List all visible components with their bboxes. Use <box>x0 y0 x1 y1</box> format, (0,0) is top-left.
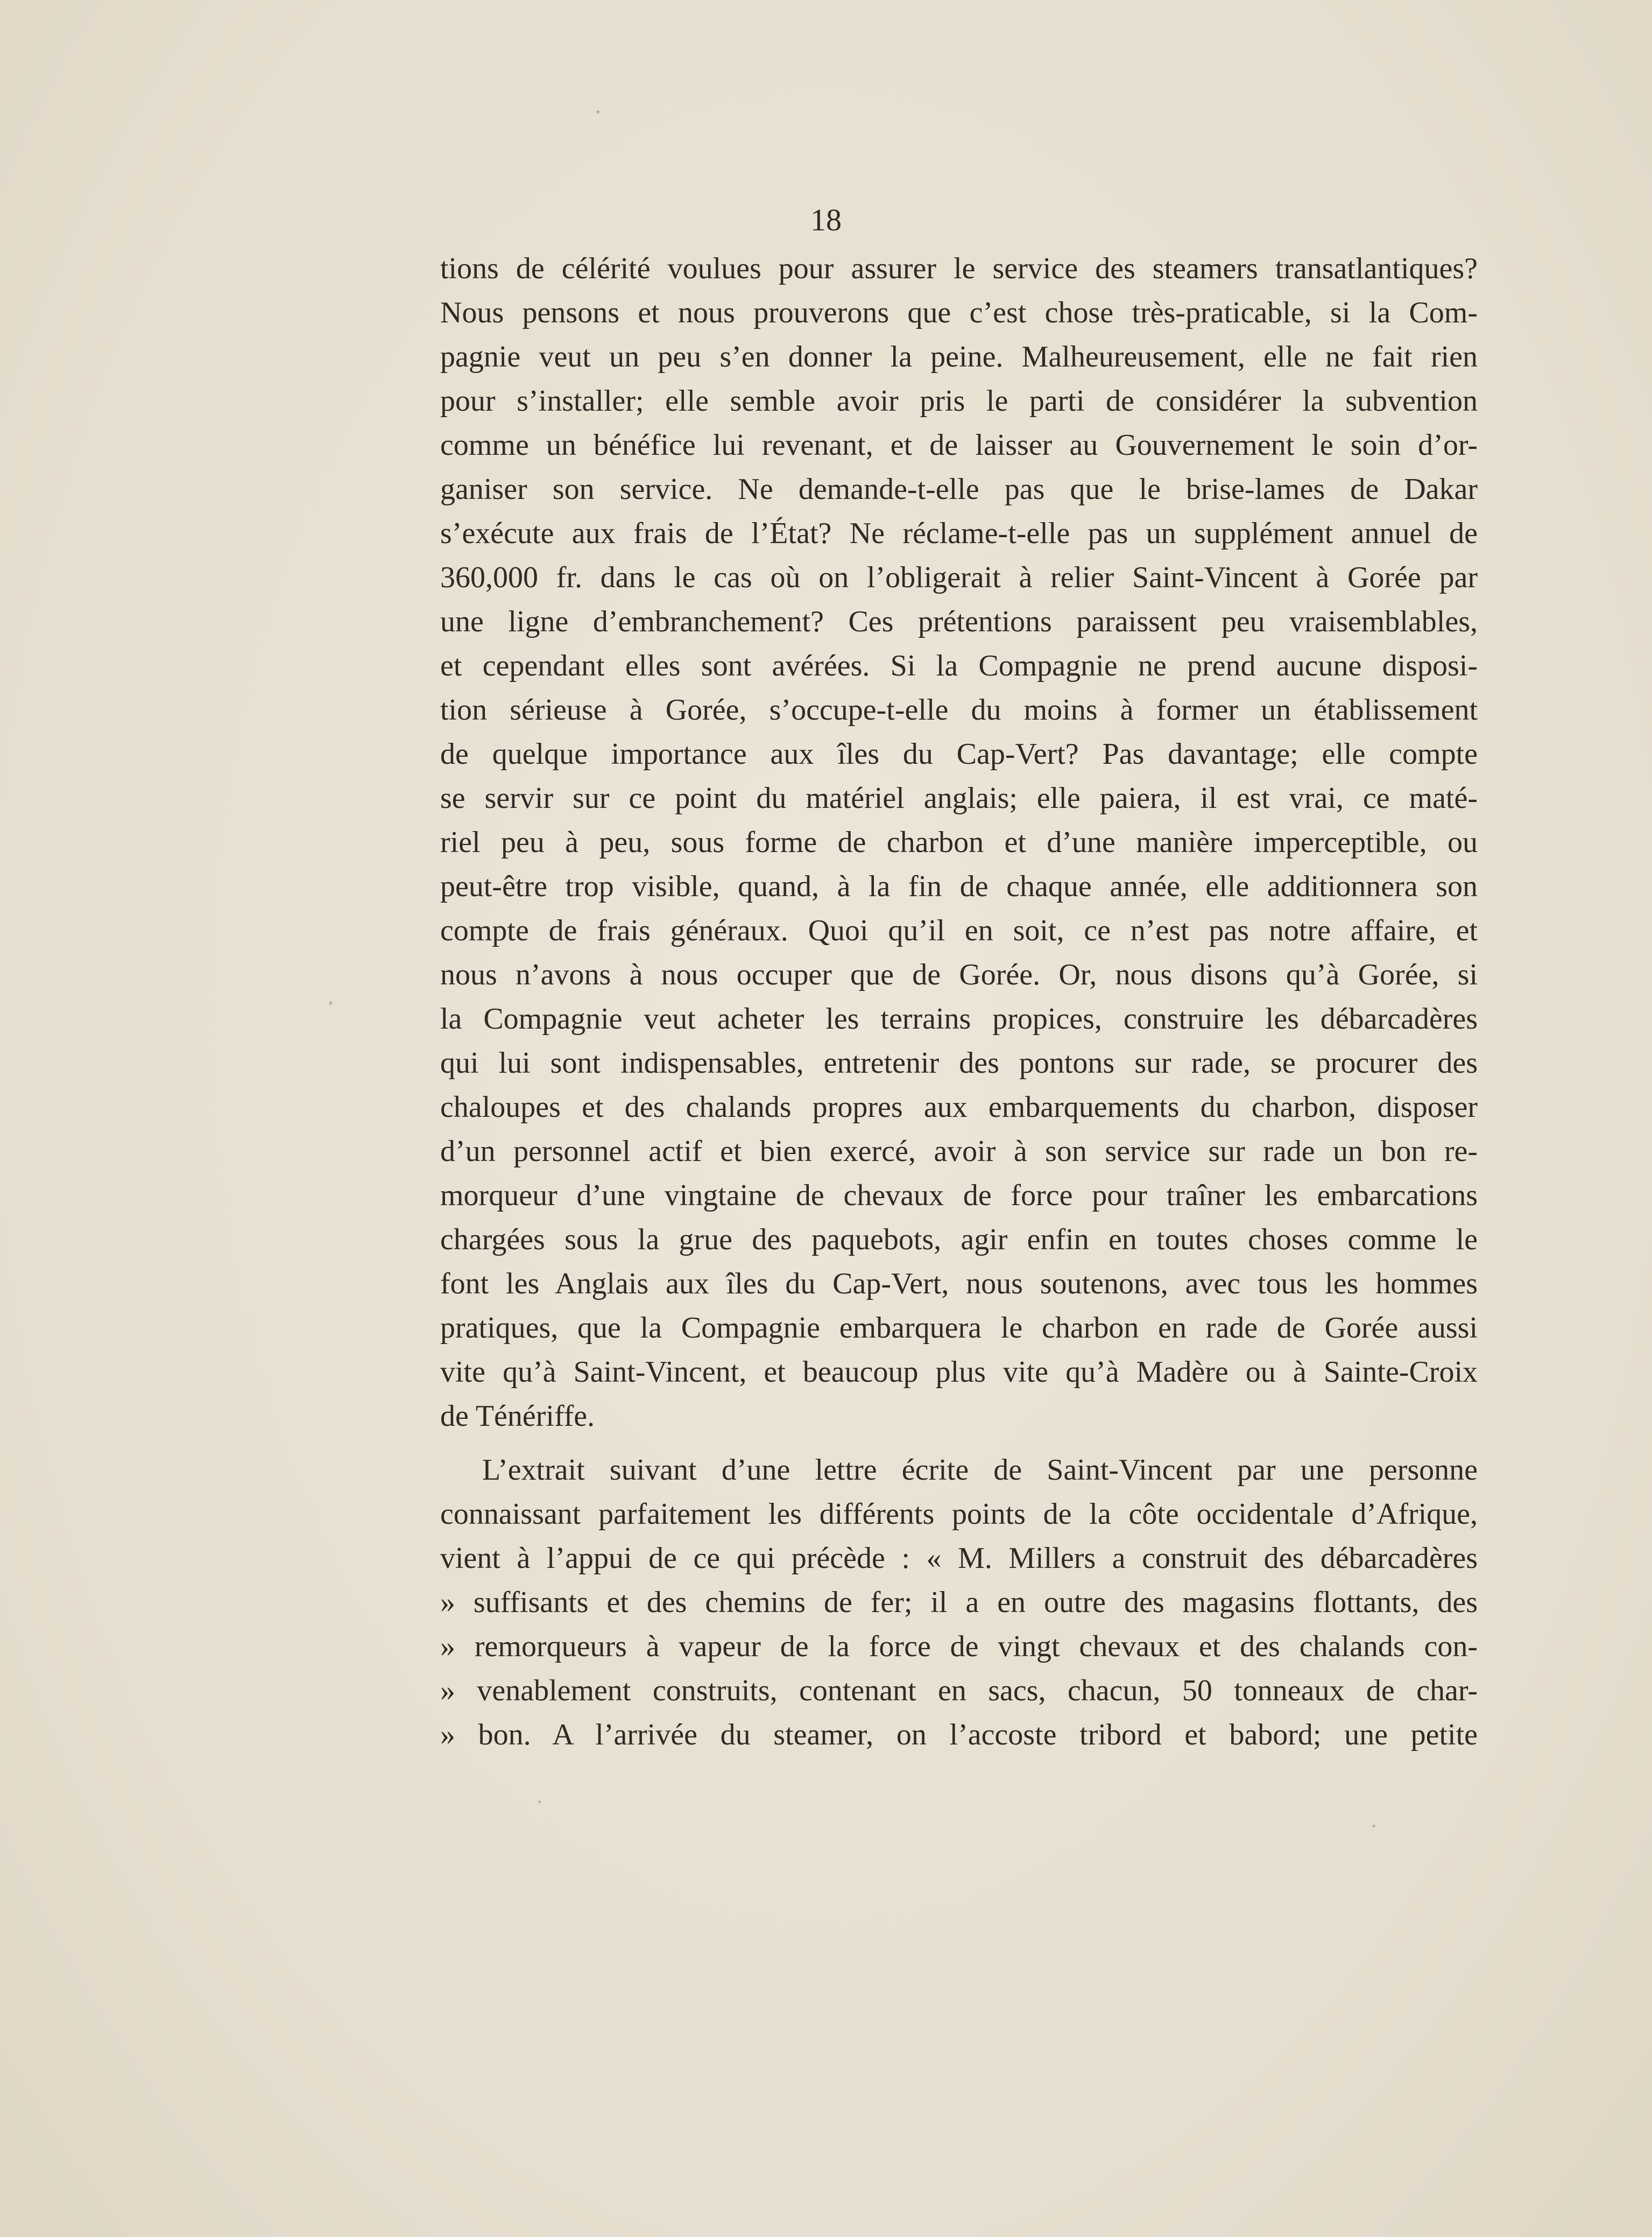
paper-speck <box>1372 1825 1375 1827</box>
text-line: connaissant parfaitement les différents points de la côte occidentale d’Afrique, <box>440 1497 1478 1531</box>
text-line: chaloupes et des chalands propres aux embarquements du charbon, disposer <box>440 1091 1478 1124</box>
text-line: Nous pensons et nous prouverons que c’est chose très-praticable, si la Com- <box>440 296 1478 329</box>
text-line: L’extrait suivant d’une lettre écrite de Saint-Vincent par une personne <box>482 1453 1478 1487</box>
body-text <box>440 247 1478 1757</box>
text-line: » bon. A l’arrivée du steamer, on l’accoste tribord et babord; une petite <box>440 1718 1478 1751</box>
text-line: riel peu à peu, sous forme de charbon et d’une manière imperceptible, ou <box>440 826 1478 859</box>
text-line: une ligne d’embranchement? Ces prétentions paraissent peu vraisemblables, <box>440 605 1478 638</box>
text-line: qui lui sont indispensables, entretenir des pontons sur rade, se procurer des <box>440 1046 1478 1080</box>
text-line: morqueur d’une vingtaine de chevaux de force pour traîner les embarcations <box>440 1179 1478 1212</box>
text-line: » venablement construits, contenant en sacs, chacun, 50 tonneaux de char- <box>440 1674 1478 1707</box>
paragraph <box>440 247 1478 1438</box>
text-line: ganiser son service. Ne demande-t-elle pas que le brise-lames de Dakar <box>440 473 1478 506</box>
text-line: vient à l’appui de ce qui précède : « M. Millers a construit des débarcadères <box>440 1542 1478 1575</box>
text-line: chargées sous la grue des paquebots, agir enfin en toutes choses comme le <box>440 1223 1478 1256</box>
text-line: de Ténériffe. <box>440 1399 595 1433</box>
text-line: » remorqueurs à vapeur de la force de vingt chevaux et des chalands con- <box>440 1630 1478 1663</box>
text-line: tions de célérité voulues pour assurer le service des steamers transatlantiques? <box>440 252 1478 285</box>
text-line: pagnie veut un peu s’en donner la peine. Malheureusement, elle ne fait rien <box>440 340 1478 374</box>
page-number: 18 <box>810 202 842 237</box>
text-line: » suffisants et des chemins de fer; il a en outre des magasins flottants, des <box>440 1586 1478 1619</box>
text-line: pour s’installer; elle semble avoir pris le parti de considérer la subvention <box>440 384 1478 418</box>
text-line: peut-être trop visible, quand, à la fin de chaque année, elle additionnera son <box>440 870 1478 903</box>
paragraph-gap <box>440 1438 1478 1448</box>
text-line: font les Anglais aux îles du Cap-Vert, nous soutenons, avec tous les hommes <box>440 1267 1478 1300</box>
text-line: de quelque importance aux îles du Cap-Vert? Pas davantage; elle compte <box>440 737 1478 771</box>
text-line: pratiques, que la Compagnie embarquera le charbon en rade de Gorée aussi <box>440 1311 1478 1345</box>
text-line: 360,000 fr. dans le cas où on l’obligerait à relier Saint-Vincent à Gorée par <box>440 561 1478 594</box>
text-line: comme un bénéfice lui revenant, et de laisser au Gouvernement le soin d’or- <box>440 428 1478 462</box>
text-line: la Compagnie veut acheter les terrains propices, construire les débarcadères <box>440 1002 1478 1036</box>
text-line: d’un personnel actif et bien exercé, avoir à son service sur rade un bon re- <box>440 1135 1478 1168</box>
text-line: s’exécute aux frais de l’État? Ne réclame-t-elle pas un supplément annuel de <box>440 517 1478 550</box>
text-line: nous n’avons à nous occuper que de Gorée. Or, nous disons qu’à Gorée, si <box>440 958 1478 991</box>
paper-speck <box>538 1800 541 1803</box>
paper-speck <box>329 1001 332 1005</box>
paper-speck <box>596 110 599 114</box>
text-line: se servir sur ce point du matériel anglais; elle paiera, il est vrai, ce maté- <box>440 782 1478 815</box>
text-line: vite qu’à Saint-Vincent, et beaucoup plus vite qu’à Madère ou à Sainte-Croix <box>440 1355 1478 1389</box>
text-line: et cependant elles sont avérées. Si la Compagnie ne prend aucune disposi- <box>440 649 1478 683</box>
text-line: compte de frais généraux. Quoi qu’il en soit, ce n’est pas notre affaire, et <box>440 914 1478 947</box>
text-line: tion sérieuse à Gorée, s’occupe-t-elle du moins à former un établissement <box>440 693 1478 727</box>
paragraph <box>440 1448 1478 1757</box>
